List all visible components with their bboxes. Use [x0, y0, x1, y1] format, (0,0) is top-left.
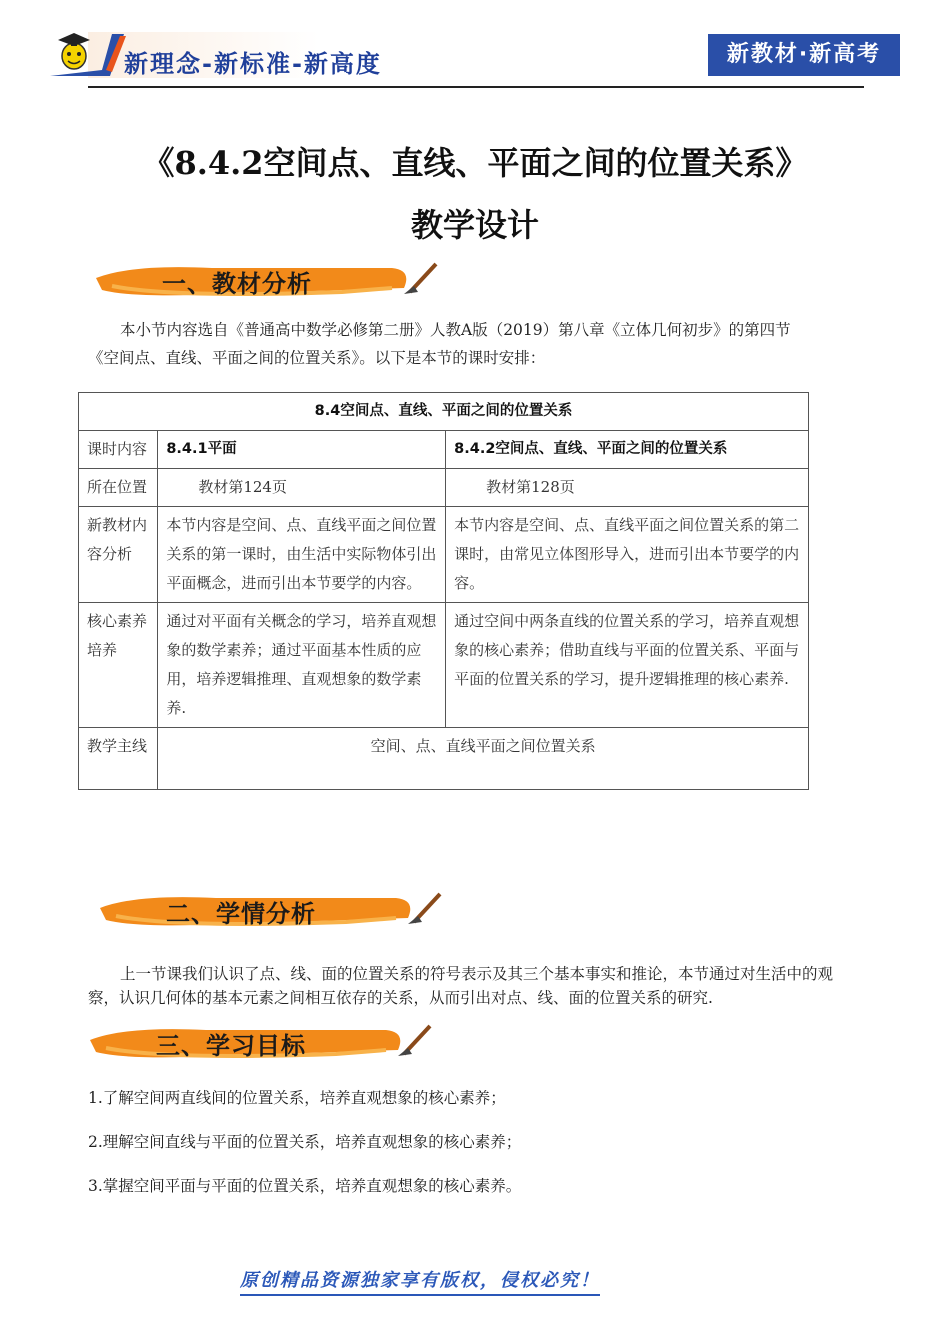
- learning-goal-2: 2.理解空间直线与平面的位置关系，培养直观想象的核心素养；: [88, 1133, 522, 1151]
- row-label: 所在位置: [79, 469, 158, 507]
- section-title: 一、教材分析: [162, 270, 312, 298]
- section-title: 二、学情分析: [166, 900, 316, 928]
- intro-line-2: 《空间点、直线、平面之间的位置关系》。以下是本节的课时安排：: [88, 349, 546, 367]
- section-banner-textbook-analysis: [92, 258, 452, 306]
- intro-line-1: 本小节内容选自《普通高中数学必修第二册》人教A版（2019）第八章《立体几何初步》的第四节: [120, 321, 791, 339]
- cell-analysis-b: 本节内容是空间、点、直线平面之间位置关系的第二课时，由常见立体图形导入，进而引出本节要学的内容。: [446, 507, 809, 603]
- header-divider: [88, 86, 864, 88]
- learning-goal-3: 3.掌握空间平面与平面的位置关系，培养直观想象的核心素养。: [88, 1177, 522, 1195]
- row-label: 核心素养培养: [79, 603, 158, 728]
- section-banner-student-analysis: [96, 888, 456, 936]
- intro-paragraph: [88, 316, 858, 344]
- row-label: 教学主线: [79, 728, 158, 790]
- cell-lesson-b: 8.4.2空间点、直线、平面之间的位置关系: [446, 431, 809, 469]
- cell-location-a: 教材第124页: [158, 469, 446, 507]
- cell-mainline: 空间、点、直线平面之间位置关系: [158, 728, 809, 790]
- section-title: 三、学习目标: [156, 1032, 306, 1060]
- page-footer: [0, 1266, 950, 1296]
- cell-analysis-a: 本节内容是空间、点、直线平面之间位置关系的第一课时，由生活中实际物体引出平面概念，进而引出本节要学的内容。: [158, 507, 446, 603]
- header-slogan: 新理念-新标准-新高度: [124, 50, 382, 78]
- row-label: 新教材内容分析: [79, 507, 158, 603]
- mascot-logo-icon: [52, 30, 96, 74]
- row-label: 课时内容: [79, 431, 158, 469]
- intro-paragraph-cont: [88, 344, 858, 372]
- learning-goal-1: 1.了解空间两直线间的位置关系，培养直观想象的核心素养；: [88, 1089, 506, 1107]
- document-subtitle: 教学设计: [410, 206, 539, 244]
- lesson-plan-table: [78, 392, 809, 790]
- page-header: [0, 0, 950, 100]
- header-badge: 新教材·新高考: [708, 34, 900, 76]
- section-banner-learning-goals: [86, 1020, 446, 1068]
- table-caption: 8.4空间点、直线、平面之间的位置关系: [79, 393, 809, 431]
- copyright-notice: 原创精品资源独家享有版权，侵权必究！: [240, 1266, 600, 1296]
- table-row: [79, 431, 809, 469]
- cell-location-b: 教材第128页: [446, 469, 809, 507]
- cell-literacy-b: 通过空间中两条直线的位置关系的学习，培养直观想象的核心素养；借助直线与平面的位置关系、平面与平面的位置关系的学习，提升逻辑推理的核心素养.: [446, 603, 809, 728]
- table-row: [79, 728, 809, 790]
- student-analysis-paragraph: 上一节课我们认识了点、线、面的位置关系的符号表示及其三个基本事实和推论，本节通过对生活中的观察，认识几何体的基本元素之间相互依存的关系，从而引出对点、线、面的位置关系的研究.: [88, 965, 834, 1007]
- table-row: [79, 603, 809, 728]
- table-row: [79, 469, 809, 507]
- table-row: [79, 507, 809, 603]
- document-title: 《8.4.2空间点、直线、平面之间的位置关系》: [142, 144, 808, 182]
- cell-literacy-a: 通过对平面有关概念的学习，培养直观想象的数学素养；通过平面基本性质的应用，培养逻辑推理、直观想象的数学素养.: [158, 603, 446, 728]
- cell-lesson-a: 8.4.1平面: [158, 431, 446, 469]
